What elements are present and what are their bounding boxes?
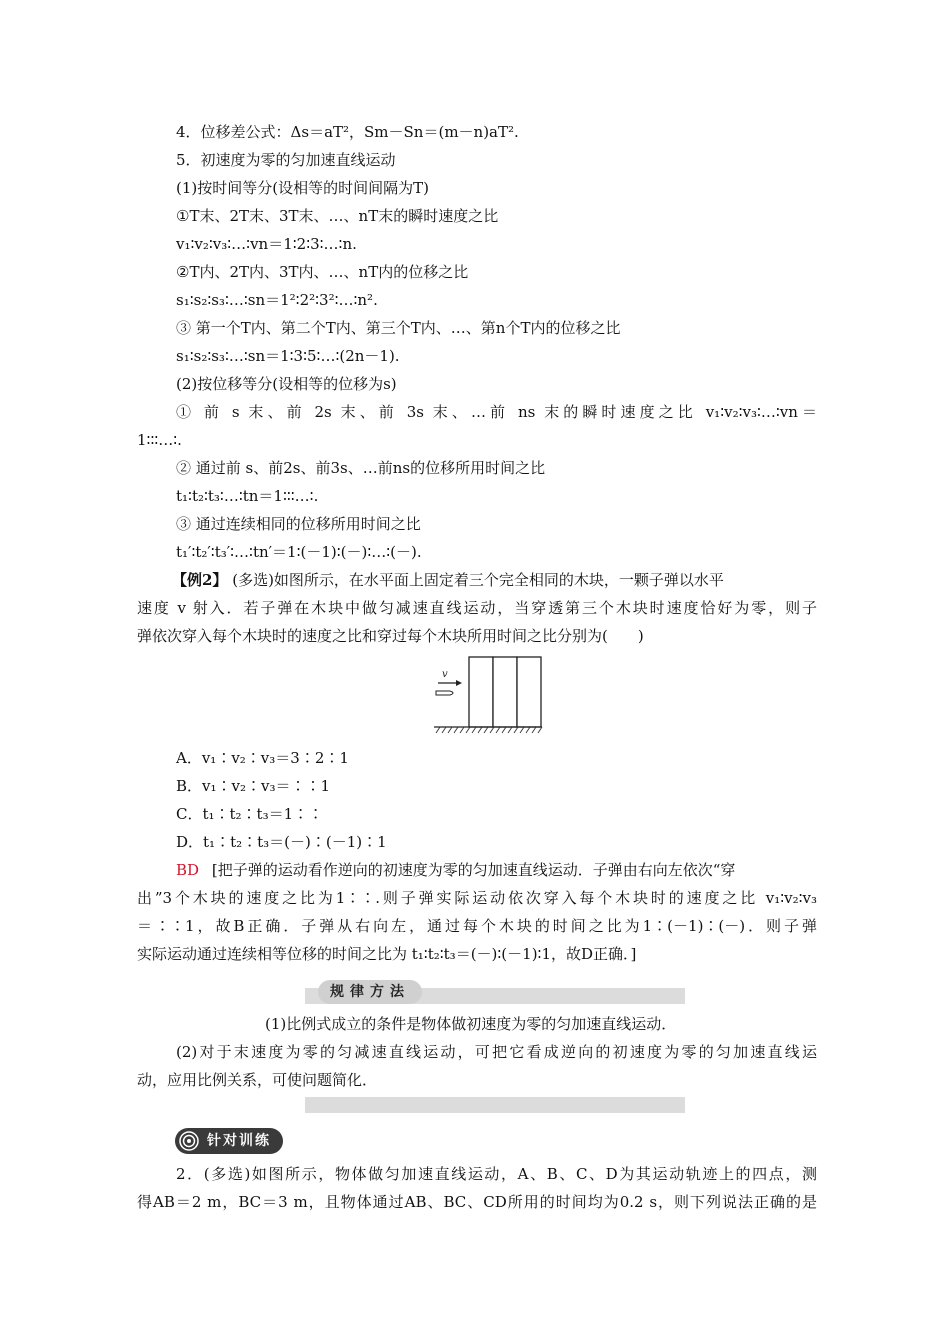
example-label: 【例2】	[172, 571, 228, 589]
method-point-1: (1)比例式成立的条件是物体做初速度为零的匀加速直线运动．	[265, 1015, 677, 1033]
bullet	[436, 691, 453, 695]
method-title: 规律方法	[318, 980, 422, 1004]
method-banner-bottom	[305, 1097, 685, 1113]
example-line-3: 弹依次穿入每个木块时的速度之比和穿过每个木块所用时间之比分别为( )	[137, 627, 644, 645]
subsection-displacement: (2)按位移等分(设相等的位移为s)	[176, 375, 397, 393]
target-icon	[179, 1131, 199, 1151]
bullet-blocks-figure	[432, 655, 544, 735]
example-line-1	[172, 570, 817, 590]
method-point-2b: 动，应用比例关系，可使问题简化．	[137, 1071, 378, 1089]
training-title: 针对训练	[207, 1133, 271, 1149]
wood-block-1	[469, 657, 493, 727]
answer-line-4: 实际运动通过连续相等位移的时间之比为 t₁∶t₂∶t₃＝(－)∶(－1)∶1，故D正确．]	[137, 945, 637, 963]
text-line: ②T内、2T内、3T内、…、nT内的位移之比	[176, 263, 469, 281]
question-line-2: 得AB＝2 m，BC＝3 m，且物体通过AB、BC、CD所用的时间均为0.2 s，则下列说法正确的是	[137, 1193, 817, 1211]
velocity-label: v	[442, 669, 448, 680]
formula-line: 1∶∶∶…∶.	[137, 431, 182, 449]
formula-line: t₁∶t₂∶t₃∶…∶tn＝1∶∶∶…∶.	[176, 487, 319, 505]
text-line: ③ 第一个T内、第二个T内、第三个T内、…、第n个T内的位移之比	[176, 319, 621, 337]
question-line-1: 2．(多选)如图所示，物体做匀加速直线运动，A、B、C、D为其运动轨迹上的四点，测	[176, 1165, 817, 1183]
option-a[interactable]: A．v₁∶v₂∶v₃＝3∶2∶1	[176, 749, 349, 767]
formula-line: v₁∶v₂∶v₃∶…∶vn＝1∶2∶3∶…∶n.	[176, 235, 357, 253]
wood-block-2	[493, 657, 517, 727]
training-tag	[175, 1128, 283, 1154]
example-text: (多选)如图所示，在水平面上固定着三个完全相同的木块，一颗子弹以水平	[232, 571, 724, 589]
answer-key: BD	[176, 861, 200, 879]
answer-line-1	[176, 860, 735, 880]
text-line: ③ 通过连续相同的位移所用时间之比	[176, 515, 421, 533]
displacement-difference-formula: 4．位移差公式：Δs＝aT²，Sm－Sn＝(m－n)aT².	[176, 123, 519, 141]
formula-line: t₁′∶t₂′∶t₃′∶…∶tn′＝1∶(－1)∶(－)∶…∶(－).	[176, 543, 422, 561]
answer-line-2: 出”3个木块的速度之比为1∶∶.则子弹实际运动依次穿入每个木块时的速度之比 v₁∶v₂∶v₃	[137, 889, 817, 907]
text-line: ①T末、2T末、3T末、…、nT末的瞬时速度之比	[176, 207, 499, 225]
option-c[interactable]: C．t₁∶t₂∶t₃＝1∶∶	[176, 805, 324, 823]
option-b[interactable]: B．v₁∶v₂∶v₃＝∶∶1	[176, 777, 331, 795]
answer-line-3: ＝∶∶1，故B正确．子弹从右向左，通过每个木块的时间之比为1∶(－1)∶(－)．则子弹	[137, 917, 817, 935]
ground-hatching	[436, 727, 542, 733]
option-d[interactable]: D．t₁∶t₂∶t₃＝(－)∶(－1)∶1	[176, 833, 387, 851]
formula-line: s₁∶s₂∶s₃∶…∶sn＝1∶3∶5∶…∶(2n－1).	[176, 347, 400, 365]
example-line-2: 速度 v 射入．若子弹在木块中做匀减速直线运动，当穿透第三个木块时速度恰好为零，则子	[137, 599, 817, 617]
formula-line: s₁∶s₂∶s₃∶…∶sn＝1²∶2²∶3²∶…∶n².	[176, 291, 378, 309]
subsection-time: (1)按时间等分(设相等的时间间隔为T)	[176, 179, 429, 197]
text-line: ① 前 s 末、前 2s 末、前 3s 末、…前 ns 末的瞬时速度之比 v₁∶v₂∶v₃∶…∶vn＝	[176, 403, 817, 421]
section-heading: 5．初速度为零的匀加速直线运动	[176, 151, 396, 169]
answer-text: [把子弹的运动看作逆向的初速度为零的匀加速直线运动．子弹由右向左依次“穿	[211, 861, 736, 879]
text-line: ② 通过前 s、前2s、前3s、…前ns的位移所用时间之比	[176, 459, 546, 477]
method-point-2a: (2)对于末速度为零的匀减速直线运动，可把它看成逆向的初速度为零的匀加速直线运	[176, 1043, 817, 1061]
wood-block-3	[517, 657, 541, 727]
